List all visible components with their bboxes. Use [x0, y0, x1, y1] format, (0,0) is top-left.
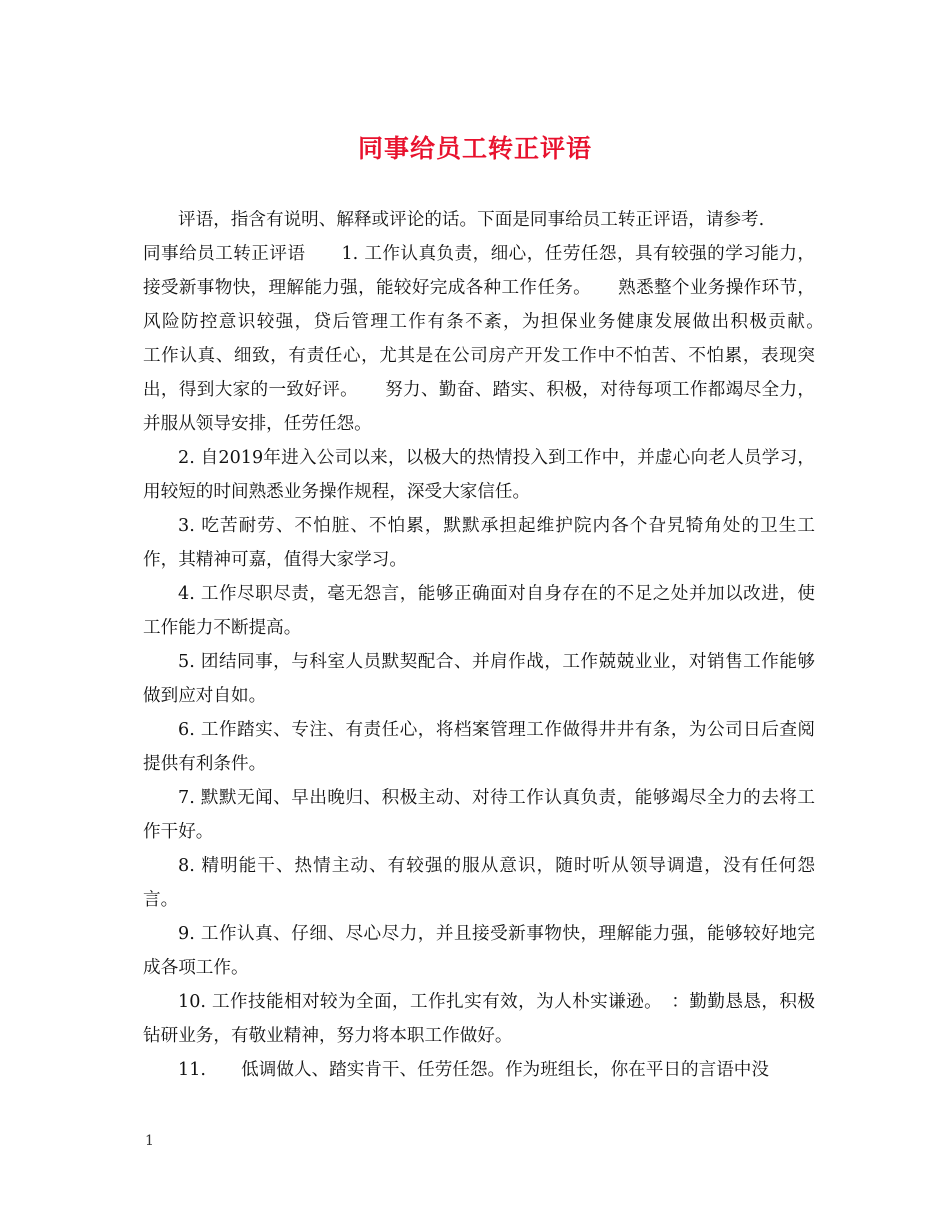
document-title: 同事给员工转正评语: [357, 134, 592, 163]
paragraph-3: 3. 吃苦耐劳、不怕脏、不怕累，默默承担起维护院内各个旮旯犄角处的卫生工作，其精神可嘉，值得大家学习。: [143, 516, 815, 570]
paragraph-6: 6. 工作踏实、专注、有责任心，将档案管理工作做得井井有条，为公司日后查阅提供有利条件。: [143, 720, 815, 774]
paragraph-1: 同事给员工转正评语 1. 工作认真负责，细心，任劳任怨，具有较强的学习能力，接受新事物快，理解能力强，能较好完成各种工作任务。 熟悉整个业务操作环节，风险防控意识较强，贷后管理工作有条不紊，为担保业务健康发展做出积极贡献。 工作认真、细致，有责任心，尤其是在公司房产开发工作中不怕苦、不怕累，表现突出，得到大家的一致好评。 努力、勤奋、踏实、积极，对待每项工作都竭尽全力，并服从领导安排，任劳任怨。: [143, 244, 851, 434]
paragraph-2: 2. 自2019年进入公司以来，以极大的热情投入到工作中，并虚心向老人员学习，用较短的时间熟悉业务操作规程，深受大家信任。: [143, 448, 815, 502]
paragraph-7: 7. 默默无闻、早出晚归、积极主动、对待工作认真负责，能够竭尽全力的去将工作干好。: [143, 788, 815, 842]
paragraph-intro: 评语，指含有说明、解释或评论的话。下面是同事给员工转正评语，请参考.: [178, 210, 765, 230]
paragraph-4: 4. 工作尽职尽责，毫无怨言，能够正确面对自身存在的不足之处并加以改进，使工作能力不断提高。: [143, 584, 815, 638]
paragraph-8: 8. 精明能干、热情主动、有较强的服从意识，随时听从领导调遣，没有任何怨言。: [143, 856, 815, 910]
paragraph-9: 9. 工作认真、仔细、尽心尽力，并且接受新事物快，理解能力强，能够较好地完成各项工作。: [143, 924, 815, 978]
paragraph-10: 10. 工作技能相对较为全面，工作扎实有效，为人朴实谦逊。 ：勤勤恳恳，积极钻研业务，有敬业精神，努力将本职工作做好。: [143, 992, 815, 1046]
page-number: 1: [145, 1133, 154, 1149]
paragraph-11: 11. 低调做人、踏实肯干、任劳任怨。作为班组长，你在平日的言语中没: [178, 1060, 769, 1080]
document-body: [143, 203, 851, 1087]
paragraph-5: 5. 团结同事，与科室人员默契配合、并肩作战，工作兢兢业业，对销售工作能够做到应对自如。: [143, 652, 815, 706]
